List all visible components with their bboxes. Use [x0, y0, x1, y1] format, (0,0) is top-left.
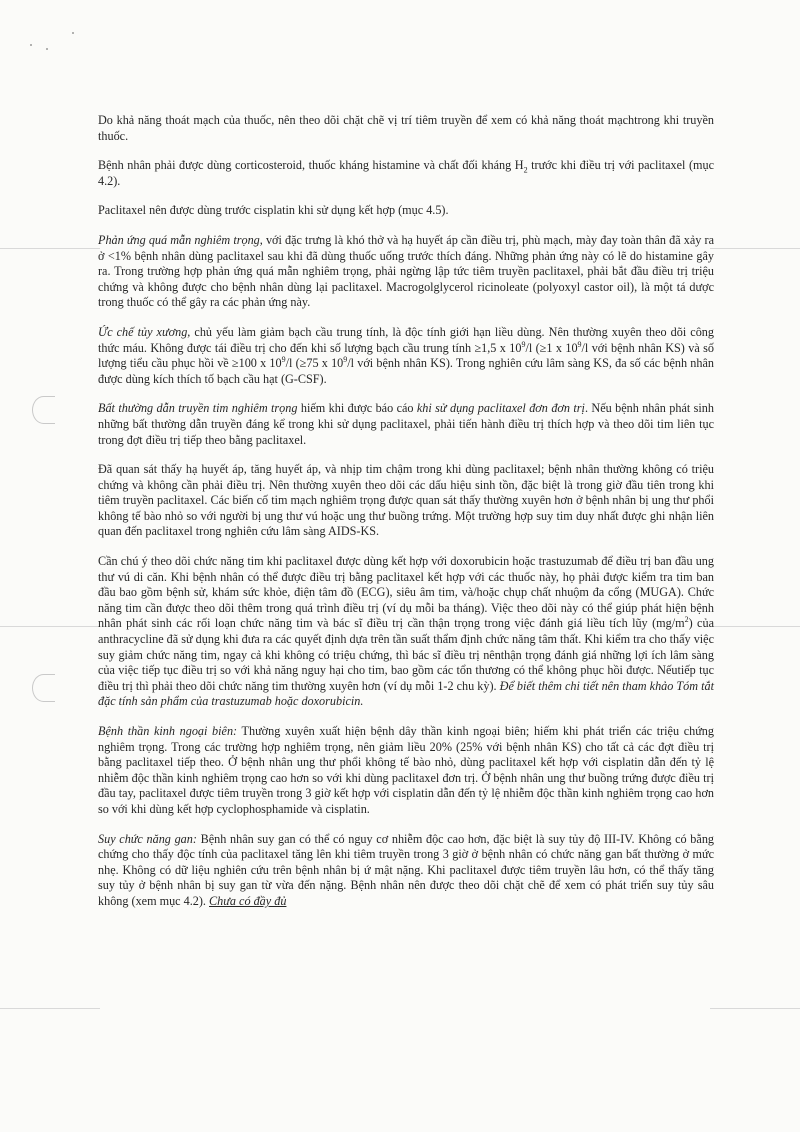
paragraph-lead: Bất thường dẫn truyền tim nghiêm trọng	[98, 401, 298, 416]
punch-hole	[32, 396, 55, 424]
paragraph-lead: Phản ứng quá mẫn nghiêm trọng,	[98, 232, 263, 247]
paragraph-lead: Bệnh thần kinh ngoại biên:	[98, 724, 238, 738]
scan-speck	[30, 44, 32, 46]
paragraph-cisplatin-order: Paclitaxel nên được dùng trước cisplatin khi sử dụng kết hợp (mục 4.5).	[98, 203, 449, 218]
paragraph-hypersensitivity: Phản ứng quá mẫn nghiêm trọng, với đặc trưng là khó thở và hạ huyết áp cần điều trị, phù mạch, mày đay toàn thân đã xảy ra ở <1% bệnh nhân dùng paclitaxel sau khi đã dùng thuốc uống trước thích đáng. Những phản ứng này có lẽ do histamine gây ra. Trong trường hợp phản ứng quá mẫn nghiêm trọng, phải ngừng lập tức tiêm truyền paclitaxel, phải bắt đầu điều trị triệu chứng và không được cho bệnh nhân dùng lại paclitaxel. Macrogolglycerol ricinoleate (polyoxyl castor oil), là một tá dược trong thuốc có thể gây ra các phản ứng này.	[98, 232, 714, 310]
paragraph-blood-pressure: Đã quan sát thấy hạ huyết áp, tăng huyết áp, và nhịp tim chậm trong khi dùng paclitaxel; bệnh nhân thường không có triệu chứng và không cần phải điều trị. Nên thường xuyên theo dõi các dấu hiệu sinh tồn, đặc biệt là trong giờ đầu tiên trong khi tiêm truyền paclitaxel. Các biến cố tim mạch nghiêm trọng được quan sát thấy thường xuyên hơn ở bệnh nhân bị ung thư phổi không tế bào nhỏ so với người bị ung thư vú hoặc ung thư buồng trứng. Một trường hợp suy tim duy nhất được ghi nhận liên quan đến paclitaxel trong nghiên cứu lâm sàng AIDS-KS.	[98, 462, 714, 539]
paragraph-cardiac-conduction: Bất thường dẫn truyền tim nghiêm trọng hiếm khi được báo cáo khi sử dụng paclitaxel đơn đơn trị. Nếu bệnh nhân phát sinh những bất thường dẫn truyền đáng kể trong khi sử dụng paclitaxel, phải tiến hành điều trị thích hợp và theo dõi tim liên tục trong đợt điều trị tiếp theo bằng paclitaxel.	[98, 401, 714, 447]
punch-hole	[32, 674, 55, 702]
paragraph-neuropathy: Bệnh thần kinh ngoại biên: Thường xuyên xuất hiện bệnh dây thần kinh ngoại biên; hiếm khi phát triển các triệu chứng nghiêm trọng. Trong các trường hợp nghiêm trọng, nên giảm liều 20% (25% với bệnh nhân KS) cho tất cả các đợt điều trị bằng paclitaxel tiếp theo. Ở bệnh nhân ung thư phổi không tế bào nhỏ, dùng paclitaxel kết hợp với cisplatin dẫn đến tỷ lệ nhiễm độc thần kinh nghiêm trọng cao hơn so với khi dùng paclitaxel đơn trị. Ở bệnh nhân ung thư buồng trứng được điều trị đầu tay, paclitaxel được tiêm truyền trong 3 giờ kết hợp với cisplatin dẫn đến tỷ lệ nhiễm độc thần kinh nghiêm trọng cao hơn so với khi dùng kết hợp cyclophosphamide và cisplatin.	[98, 724, 714, 816]
scan-edge-line	[0, 626, 100, 627]
paragraph-premedication: Bệnh nhân phải được dùng corticosteroid, thuốc kháng histamine và chất đối kháng $H_2$ trước khi điều trị với paclitaxel (mục 4.2).	[98, 158, 714, 188]
scan-speck	[46, 48, 48, 50]
paragraph-myelosuppression: Ức chế tủy xương, chủ yếu làm giảm bạch cầu trung tính, là độc tính giới hạn liều dùng. Nên thường xuyên theo dõi công thức máu. Không được tái điều trị cho đến khi số lượng bạch cầu trung tính ≥1,5 x $10^9/l$ (≥1 x $10^9/l$ với bệnh nhân KS) và số lượng tiểu cầu phục hồi về ≥100 x $10^9/l$ (≥75 x $10^9/l$ với bệnh nhân KS). Trong nghiên cứu lâm sàng KS, đa số các bệnh nhân được dùng kích thích tố bạch cầu hạt (G-CSF).	[98, 324, 714, 386]
scan-edge-line	[710, 248, 800, 249]
document-body	[98, 113, 714, 922]
paragraph-lead: Ức chế tủy xương,	[98, 324, 191, 339]
scan-edge-line	[0, 1008, 100, 1009]
scan-speck	[72, 32, 74, 34]
paragraph-lead: Suy chức năng gan:	[98, 831, 197, 846]
paragraph-extravasation: Do khả năng thoát mạch của thuốc, nên theo dõi chặt chẽ vị trí tiêm truyền để xem có khả năng thoát mạchtrong khi truyền thuốc.	[98, 113, 714, 143]
paragraph-hepatic: Suy chức năng gan: Bệnh nhân suy gan có thể có nguy cơ nhiễm độc cao hơn, đặc biệt là suy tủy độ III-IV. Không có bằng chứng cho thấy độc tính của paclitaxel tăng lên khi tiêm truyền trong 3 giờ ở bệnh nhân có chức năng gan bất thường ở mức nhẹ. Không có dữ liệu nghiên cứu trên bệnh nhân bị ứ mật nặng. Khi paclitaxel được tiêm truyền lâu hơn, có thể thấy tăng suy tủy ở bệnh nhân bị suy gan từ vừa đến nặng. Bệnh nhân nên được theo dõi chặt chẽ để xem có phát triển suy tủy sâu không (xem mục 4.2). Chưa có đầy đủ	[98, 831, 715, 908]
scan-edge-line	[710, 1008, 800, 1009]
paragraph-cardiac-monitoring: Cần chú ý theo dõi chức năng tim khi paclitaxel được dùng kết hợp với doxorubicin hoặc trastuzumab để điều trị ban đầu ung thư vú di căn. Khi bệnh nhân có thể được điều trị bằng paclitaxel kết hợp với các thuốc này, họ phải được kiểm tra tim ban đầu bao gồm bệnh sử, khám sức khỏe, điện tâm đồ (ECG), siêu âm tim, và/hoặc chụp chất nhuộm đa cổng (MUGA). Chức năng tim cần được theo dõi thêm trong quá trình điều trị (ví dụ mỗi ba tháng). Việc theo dõi này có thể giúp phát hiện bệnh nhân phát sinh các rối loạn chức năng tim và bác sĩ điều trị cần thận trọng trong việc đánh giá liều tích lũy $(mg/m^2)$ của anthracycline đã sử dụng khi đưa ra các quyết định dựa trên tần suất thẩm định chức năng tâm thất. Khi kiểm tra cho thấy việc suy giảm chức năng tim, ngay cả khi không có triệu chứng, thì bác sĩ điều trị nênthận trọng đánh giá những lợi ích lâm sàng của việc tiếp tục điều trị so với khả năng nguy hại cho tim, bao gồm các tổn thương có thể không phục hồi được. Nếutiếp tục điều trị thì phải theo dõi chức năng tim thường xuyên hơn (ví dụ mỗi 1-2 chu kỳ). Để biết thêm chi tiết nên tham khảo Tóm tắt đặc tính sản phẩm của trastuzumab hoặc doxorubicin.	[98, 554, 714, 709]
scan-edge-line	[0, 248, 100, 249]
scan-edge-line	[710, 626, 800, 627]
